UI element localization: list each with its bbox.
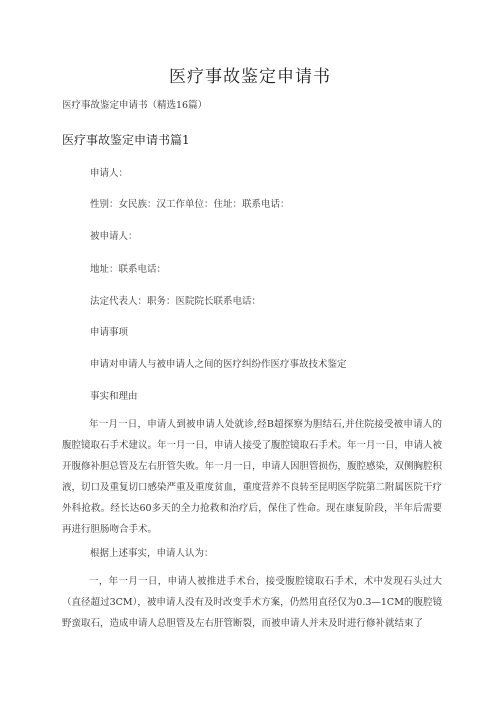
applicant-details-line: 性别：女民族：汉工作单位：住址：联系电话： bbox=[90, 199, 290, 210]
facts-paragraph: 年一月一日，申请人到被申请人处就诊,经B超探察为胆结石,并住院接受被申请人的腹腔镜取石手术建议。年一月一日，申请人接受了腹腔镜取石手术。年一月一日，申请人被开腹修补胆总管及左右肝管失败。年一月一日，申请人因胆管损伤，腹腔感染，双侧胸腔积液，切口及重复切口感染严重及重度贫血，重度营养不良转至昆明医学院第二附属医院干疗外科抢救。经长达60多天的全力抢救和治疗后，保住了性命。现在康复阶段，半年后需要再进行胆肠吻合手术。 bbox=[62, 419, 443, 535]
document-subtitle: 医疗事故鉴定申请书（精选16篇） bbox=[62, 100, 208, 111]
document-title: 医疗事故鉴定申请书 bbox=[169, 67, 331, 87]
applicant-line: 申请人： bbox=[90, 168, 129, 179]
legal-representative-line: 法定代表人：职务：医院院长联系电话： bbox=[90, 296, 262, 307]
application-matters-text: 申请对申请人与被申请人之间的医疗纠纷作医疗事故技术鉴定 bbox=[90, 359, 347, 370]
respondent-line: 被申请人： bbox=[90, 231, 138, 242]
reason-paragraph-1: 一，年一月一日，申请人被推进手术台，接受腹腔镜取石手术，术中发现石头过大（直径超过3CM），被申请人没有及时改变手术方案，仍然用直径仅为0.3—1CM的腹腔镜野蛮取石，造成申请人总胆管及左右肝管断裂，而被申请人并未及时进行修补就结束了 bbox=[62, 576, 442, 629]
section-heading: 医疗事故鉴定申请书篇1 bbox=[62, 133, 190, 147]
facts-and-reasons-heading: 事实和理由 bbox=[90, 391, 138, 402]
respondent-address-line: 地址：联系电话： bbox=[90, 264, 167, 275]
application-matters-heading: 申请事项 bbox=[90, 327, 129, 338]
conclusion-line: 根据上述事实，申请人认为： bbox=[90, 548, 214, 559]
